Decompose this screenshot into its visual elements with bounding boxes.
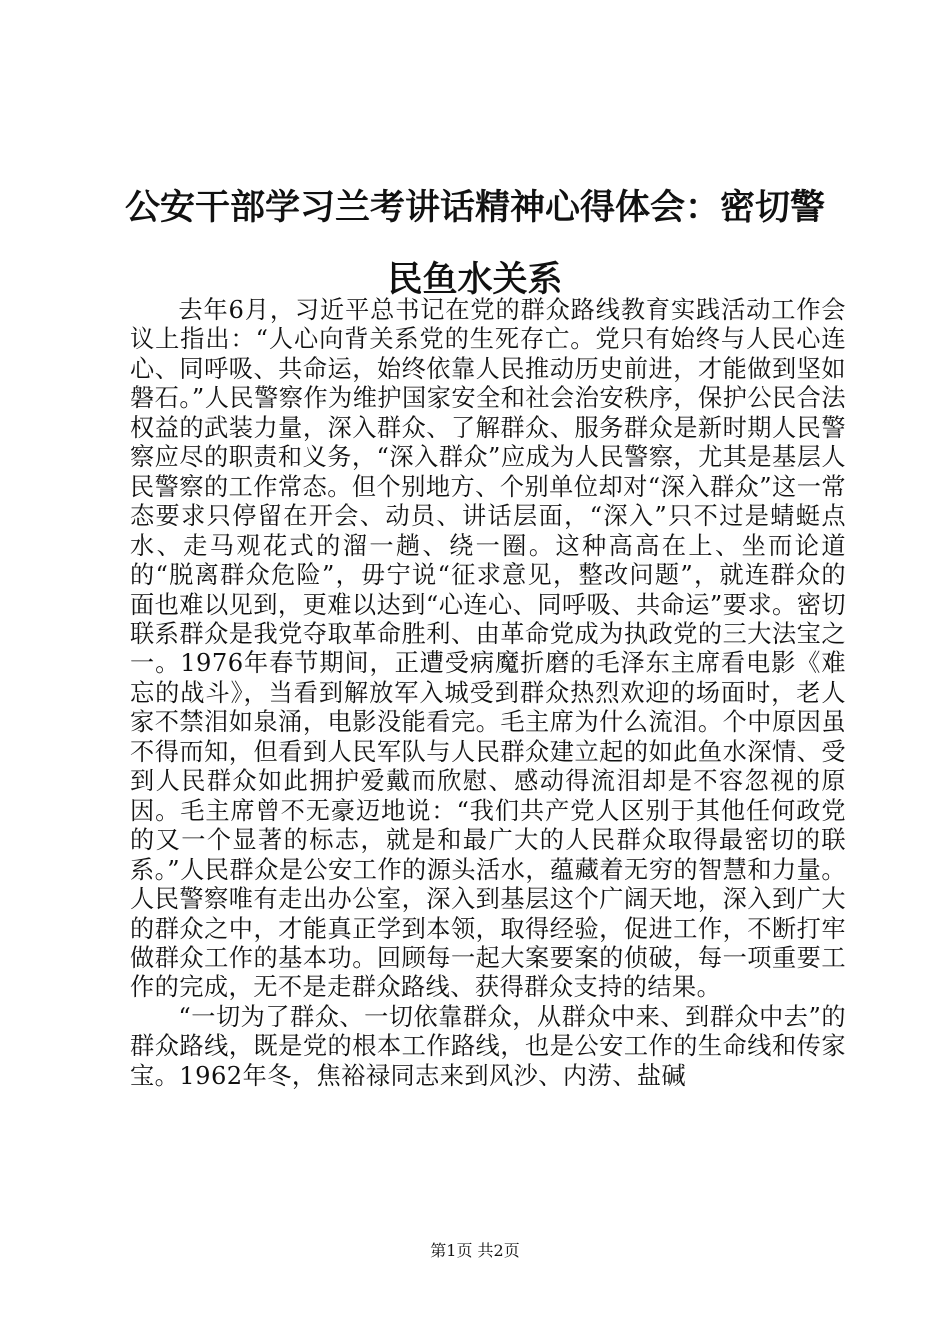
body-paragraph: “一切为了群众、一切依靠群众，从群众中来、到群众中去”的群众路线，既是党的根本工作路线，也是公安工作的生命线和传家宝。1962年冬，焦裕禄同志来到风沙、内涝、盐碱 bbox=[130, 1002, 846, 1090]
page-footer: 第1页 共2页 bbox=[430, 1241, 520, 1260]
document-title: 公安干部学习兰考讲话精神心得体会：密切警民鱼水关系 bbox=[124, 187, 825, 300]
body-paragraph: 去年6月，习近平总书记在党的群众路线教育实践活动工作会议上指出：“人心向背关系党的生死存亡。党只有始终与人民心连心、同呼吸、共命运，始终依靠人民推动历史前进，才能做到坚如磐石。”人民警察作为维护国家安全和社会治安秩序，保护公民合法权益的武装力量，深入群众、了解群众、服务群众是新时期人民警察应尽的职责和义务，“深入群众”应成为人民警察，尤其是基层人民警察的工作常态。但个别地方、个别单位却对“深入群众”这一常态要求只停留在开会、动员、讲话层面，“深入”只不过是蜻蜓点水、走马观花式的溜一趟、绕一圈。这种高高在上、坐而论道的“脱离群众危险”，毋宁说“征求意见，整改问题”，就连群众的面也难以见到，更难以达到“心连心、同呼吸、共命运”要求。密切联系群众是我党夺取革命胜利、由革命党成为执政党的三大法宝之一。1976年春节期间，正遭受病魔折磨的毛泽东主席看电影《难忘的战斗》，当看到解放军入城受到群众热烈欢迎的场面时，老人家不禁泪如泉涌，电影没能看完。毛主席为什么流泪。个中原因虽不得而知，但看到人民军队与人民群众建立起的如此鱼水深情、受到人民群众如此拥护爱戴而欣慰、感动得流泪却是不容忽视的原因。毛主席曾不无豪迈地说：“我们共产党人区别于其他任何政党的又一个显著的标志，就是和最广大的人民群众取得最密切的联系。”人民群众是公安工作的源头活水，蕴藏着无穷的智慧和力量。人民警察唯有走出办公室，深入到基层这个广阔天地，深入到广大的群众之中，才能真正学到本领，取得经验，促进工作，不断打牢做群众工作的基本功。回顾每一起大案要案的侦破，每一项重要工作的完成，无不是走群众路线、获得群众支持的结果。 bbox=[130, 296, 846, 1002]
document-body bbox=[130, 296, 846, 1091]
